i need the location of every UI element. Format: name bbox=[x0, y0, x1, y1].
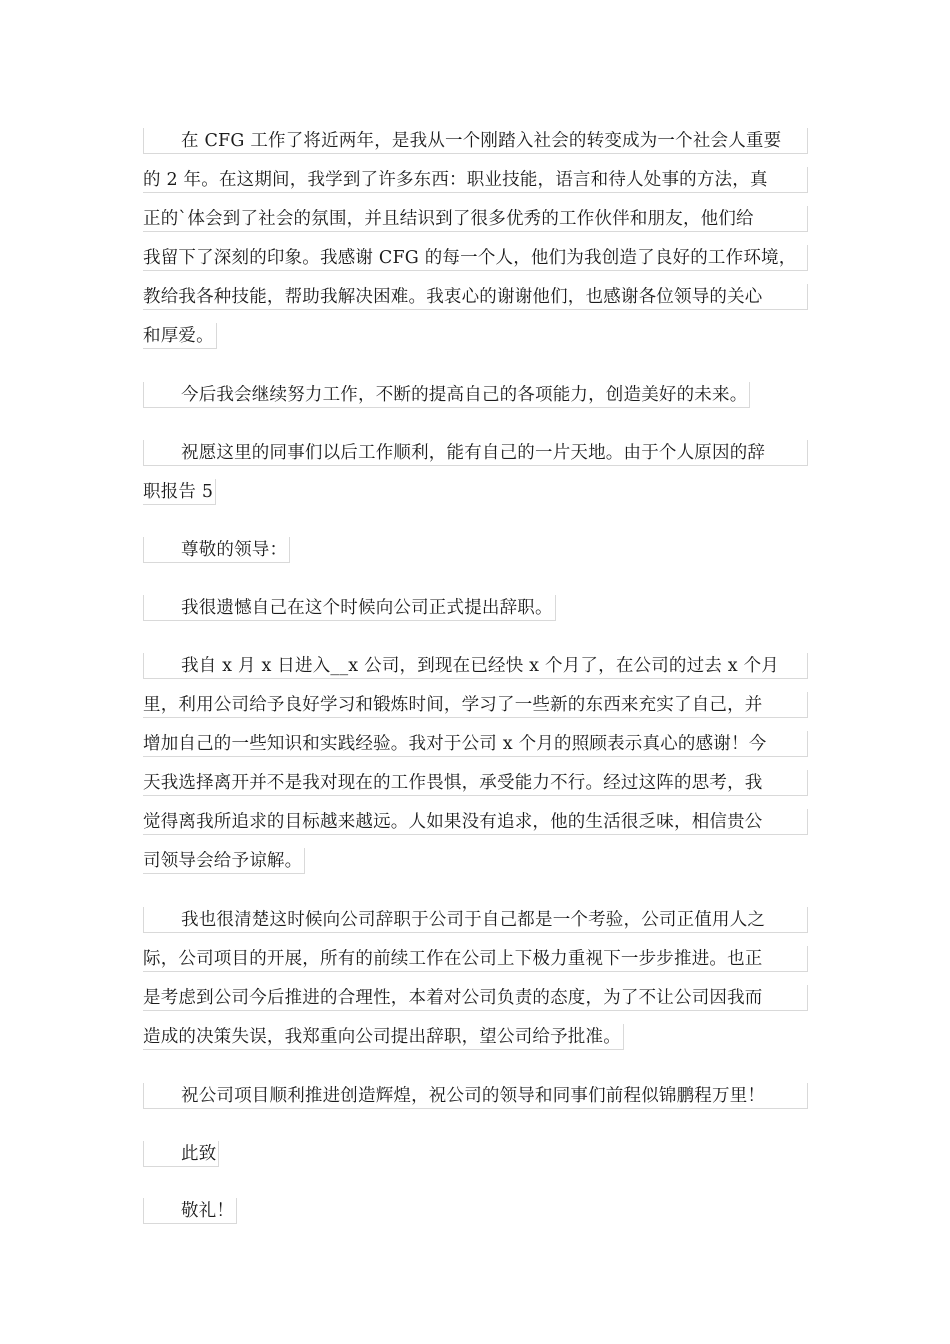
text-line: 正的`体会到了社会的氛围，并且结识到了很多优秀的工作伙伴和朋友，他们给 bbox=[143, 206, 808, 232]
text-line: 我也很清楚这时候向公司辞职于公司于自己都是一个考验，公司正值用人之 bbox=[143, 907, 808, 933]
text-line: 我留下了深刻的印象。我感谢 CFG 的每一个人，他们为我创造了良好的工作环境， bbox=[143, 245, 808, 271]
paragraph-gratitude bbox=[143, 128, 808, 366]
text-line: 在 CFG 工作了将近两年，是我从一个刚踏入社会的转变成为一个社会人重要 bbox=[143, 128, 808, 154]
text-line: 际，公司项目的开展，所有的前续工作在公司上下极力重视下一步步推进。也正 bbox=[143, 946, 808, 972]
text-line: 我自 x 月 x 日进入__x 公司，到现在已经快 x 个月了，在公司的过去 x 个月 bbox=[143, 653, 808, 679]
text-line: 祝愿这里的同事们以后工作顺利，能有自己的一片天地。由于个人原因的辞 bbox=[143, 440, 808, 466]
text-line: 我很遗憾自己在这个时候向公司正式提出辞职。 bbox=[143, 595, 556, 621]
text-line: 增加自己的一些知识和实践经验。我对于公司 x 个月的照顾表示真心的感谢！今 bbox=[143, 731, 808, 757]
paragraph-wishes bbox=[143, 440, 808, 522]
text-line: 教给我各种技能，帮助我解决困难。我衷心的谢谢他们，也感谢各位领导的关心 bbox=[143, 284, 808, 310]
closing-phrase bbox=[143, 1141, 808, 1184]
paragraph-future bbox=[143, 382, 808, 425]
text-line: 里，利用公司给予良好学习和锻炼时间，学习了一些新的东西来充实了自己，并 bbox=[143, 692, 808, 718]
text-line: 敬礼！ bbox=[143, 1198, 237, 1224]
report-heading: 职报告 5 bbox=[143, 479, 216, 505]
text-line: 此致 bbox=[143, 1141, 219, 1167]
salutation bbox=[143, 537, 808, 580]
text-line: 尊敬的领导： bbox=[143, 537, 290, 563]
paragraph-blessing bbox=[143, 1083, 808, 1122]
paragraph-experience bbox=[143, 653, 808, 891]
text-line: 是考虑到公司今后推进的合理性，本着对公司负责的态度，为了不让公司因我而 bbox=[143, 985, 808, 1011]
text-line: 祝公司项目顺利推进创造辉煌，祝公司的领导和同事们前程似锦鹏程万里！ bbox=[143, 1083, 808, 1109]
paragraph-reasoning bbox=[143, 907, 808, 1067]
text-line: 的 2 年。在这期间，我学到了许多东西：职业技能，语言和待人处事的方法，真 bbox=[143, 167, 808, 193]
text-line: 天我选择离开并不是我对现在的工作畏惧，承受能力不行。经过这阵的思考，我 bbox=[143, 770, 808, 796]
closing-salute bbox=[143, 1198, 808, 1241]
text-line: 今后我会继续努力工作，不断的提高自己的各项能力，创造美好的未来。 bbox=[143, 382, 750, 408]
text-line: 和厚爱。 bbox=[143, 323, 217, 349]
paragraph-resignation-statement bbox=[143, 595, 808, 638]
text-line: 造成的决策失误，我郑重向公司提出辞职，望公司给予批准。 bbox=[143, 1024, 624, 1050]
text-line: 司领导会给予谅解。 bbox=[143, 848, 305, 874]
text-line: 觉得离我所追求的目标越来越远。人如果没有追求，他的生活很乏味，相信贵公 bbox=[143, 809, 808, 835]
